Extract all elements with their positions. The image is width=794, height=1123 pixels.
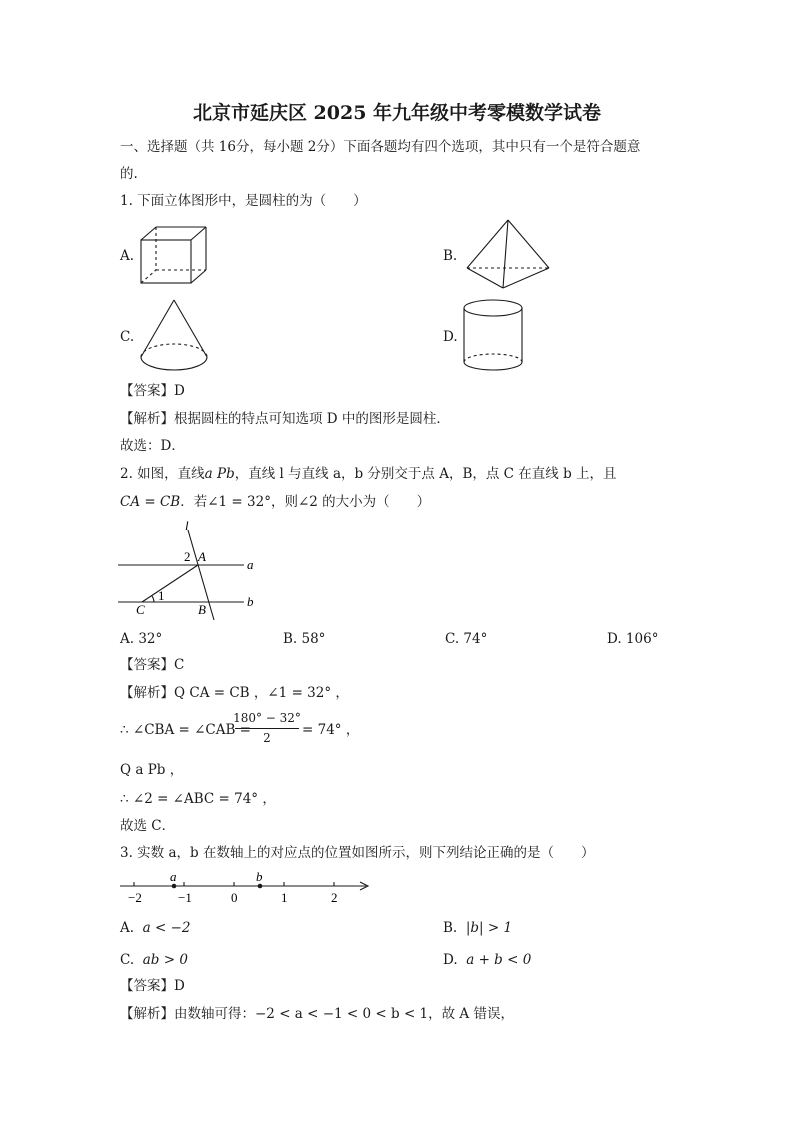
fraction-numerator: 180° − 32°: [233, 711, 301, 725]
q3-analysis: 【解析】由数轴可得：−2 < a < −1 < 0 < b < 1，故 A 错误，: [120, 1006, 514, 1022]
q2-analysis-1: 【解析】Q CA = CB ，∠1 = 32° ，: [120, 685, 349, 701]
label-b: b: [247, 594, 254, 609]
pyramid-figure: [465, 218, 551, 290]
fraction-denominator: 2: [263, 731, 271, 745]
cylinder-figure: [462, 298, 524, 374]
q1-option-d-label: D.: [443, 329, 458, 345]
q3-option-a-math: a < −2: [142, 920, 191, 936]
q2-stem-line2: [120, 493, 430, 511]
q2-stem-rest: ，直线 l 与直线 a，b 分别交于点 A，B，点 C 在直线 b 上，且: [234, 466, 617, 482]
label-A: A: [198, 549, 206, 564]
label-C: C: [136, 602, 145, 617]
q1-option-c-label: C.: [120, 329, 135, 345]
cone-figure: [139, 298, 211, 374]
label-angle1: 1: [158, 588, 165, 603]
tick-1: 1: [281, 890, 288, 905]
point-b-dot: [258, 884, 263, 889]
q2-analysis-3: Q a Pb ，: [120, 762, 184, 778]
label-a: a: [247, 557, 254, 572]
number-line: [118, 870, 374, 906]
label-angle2: 2: [184, 549, 191, 564]
tick-0: 0: [231, 890, 238, 905]
label-l: l: [185, 518, 189, 533]
point-b-label: b: [256, 869, 263, 884]
q2-figure: [118, 520, 268, 624]
q3-option-b-label: B.: [443, 920, 458, 936]
q2-answer: 【答案】C: [120, 657, 185, 673]
point-a-label: a: [170, 869, 177, 884]
q3-answer: 【答案】D: [120, 978, 185, 994]
q2-option-a: A. 32°: [120, 631, 163, 647]
q1-choose: 故选：D．: [120, 438, 185, 454]
q3-option-c-math: ab > 0: [142, 952, 188, 968]
cube-figure: [139, 224, 209, 286]
tick-neg2: −2: [128, 890, 142, 905]
q3-option-d-math: a + b < 0: [466, 952, 532, 968]
section-heading: 一、选择题（共 16分，每小题 2分）下面各题均有四个选项，其中只有一个是符合题意: [120, 139, 641, 155]
q2-stem-prefix: 2. 如图，直线: [120, 466, 205, 482]
tick-neg1: −1: [178, 890, 192, 905]
q2-option-c: C. 74°: [445, 631, 488, 647]
q1-option-b-label: B.: [443, 248, 458, 264]
q2-option-d: D. 106°: [607, 631, 659, 647]
q2-equal-math: CA = CB: [120, 494, 181, 510]
q2-stem-line1: [120, 465, 617, 483]
q3-option-a-label: A.: [120, 920, 135, 936]
section-heading-cont: 的.: [120, 166, 138, 182]
q3-option-c-label: C.: [120, 952, 135, 968]
q1-answer: 【答案】D: [120, 383, 185, 399]
q3-option-b: [443, 919, 512, 937]
q3-option-b-math: |b| > 1: [465, 920, 513, 936]
q2-analysis-2-left: ∴ ∠CBA = ∠CAB =: [120, 722, 251, 738]
page-title: 北京市延庆区 2025 年九年级中考零模数学试卷: [192, 102, 602, 124]
q3-option-d-label: D.: [443, 952, 458, 968]
q2-analysis-4: ∴ ∠2 = ∠ABC = 74° ，: [120, 791, 276, 807]
q3-option-d: [443, 951, 531, 969]
q1-stem: 1. 下面立体图形中，是圆柱的为（ ）: [120, 193, 367, 209]
q2-parallel-math: a Pb: [204, 466, 235, 482]
q1-analysis: 【解析】根据圆柱的特点可知选项 D 中的图形是圆柱．: [120, 411, 450, 427]
fraction-bar: [235, 728, 299, 729]
q2-choose: 故选 C．: [120, 818, 176, 834]
point-a-dot: [172, 884, 177, 889]
q1-option-a-label: A.: [120, 248, 135, 264]
q3-stem: 3. 实数 a，b 在数轴上的对应点的位置如图所示，则下列结论正确的是（ ）: [120, 845, 595, 861]
label-B: B: [198, 602, 206, 617]
q3-option-a: [120, 919, 190, 937]
q3-option-c: [120, 951, 188, 969]
q2-stem-rest2: ．若∠1 = 32°，则∠2 的大小为（ ）: [180, 494, 431, 510]
q2-analysis-2-right: = 74° ，: [302, 722, 360, 738]
q2-option-b: B. 58°: [283, 631, 326, 647]
tick-2: 2: [331, 890, 338, 905]
